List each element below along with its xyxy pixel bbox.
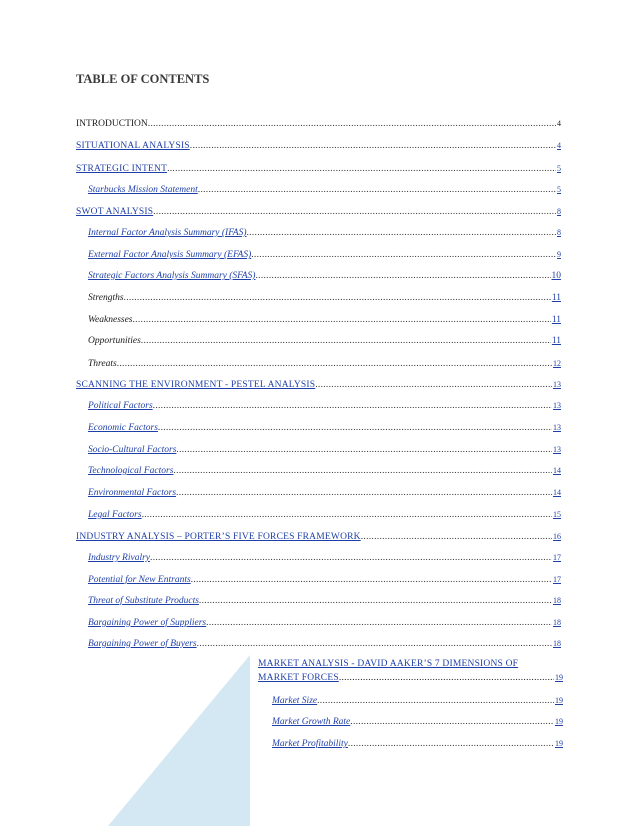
toc-entry-label: Political Factors [88,401,153,411]
toc-entry-label: SCANNING THE ENVIRONMENT - PESTEL ANALYSIS [76,380,316,390]
toc-entry-sfas[interactable] [88,270,561,283]
toc-entry-label-line1: MARKET ANALYSIS - DAVID AAKER’S 7 DIMENSIONS OF [258,659,519,669]
toc-entry-label: SWOT ANALYSIS [76,207,154,217]
toc-entry-label: Technological Factors [88,466,174,476]
toc-entry-label: Market Size [272,696,318,706]
toc-entry-page: 13 [553,423,561,432]
toc-entry-ifas[interactable] [88,226,561,239]
toc-entry-strengths[interactable] [88,292,561,305]
toc-entry-page: 12 [553,359,561,368]
toc-entry-opportunities[interactable] [88,335,561,348]
toc-entry-label: INDUSTRY ANALYSIS – PORTER’S FIVE FORCES FRAMEWORK [76,532,361,542]
toc-entry-label: SITUATIONAL ANALYSIS [76,141,190,151]
toc-entry-market-analysis[interactable] [258,657,563,685]
toc-entry-label: STRATEGIC INTENT [76,164,168,174]
toc-entry-page: 4 [557,141,561,150]
toc-entry-porters-five-forces[interactable] [76,530,561,543]
toc-entry-page: 16 [553,532,561,541]
toc-entry-market-growth-rate[interactable] [272,715,563,728]
toc-entry-efas[interactable] [88,248,561,261]
toc-entry-label-line2: MARKET FORCES [258,673,339,683]
toc-entry-page: 17 [553,575,561,584]
toc-entry-page: 17 [553,553,561,562]
toc-entry-swot-analysis[interactable] [76,205,561,218]
toc-entry-introduction[interactable] [76,117,561,130]
toc-entry-label: Bargaining Power of Suppliers [88,618,207,628]
toc-entry-market-profitability[interactable] [272,737,563,750]
toc-entry-label: Environmental Factors [88,488,177,498]
toc-entry-page: 13 [553,445,561,454]
toc-entry-buyer-power[interactable] [88,637,561,650]
toc-entry-pestel-analysis[interactable] [76,378,561,391]
toc-entry-page: 15 [553,510,561,519]
toc-entry-legal-factors[interactable] [88,508,561,521]
toc-entry-label: Bargaining Power of Buyers [88,639,197,649]
toc-entry-starbucks-mission-statement[interactable] [88,183,561,196]
toc-entry-page: 4 [557,119,561,128]
toc-entry-label: Starbucks Mission Statement [88,185,198,195]
decorative-triangle [108,655,250,826]
toc-entry-industry-rivalry[interactable] [88,551,561,564]
toc-entry-page: 19 [555,717,563,726]
toc-entry-page: 19 [555,696,563,705]
toc-entry-label: Threats [88,359,117,369]
toc-entry-label: Opportunities [88,336,141,346]
toc-entry-page: 8 [557,207,561,216]
toc-entry-page: 18 [553,618,561,627]
toc-heading: TABLE OF CONTENTS [76,72,210,86]
toc-entry-market-size[interactable] [272,694,563,707]
toc-entry-label: Threat of Substitute Products [88,596,199,606]
toc-entry-political-factors[interactable] [88,399,561,412]
toc-entry-label: Economic Factors [88,423,158,433]
toc-entry-page: 13 [553,401,561,410]
toc-entry-page: 8 [557,228,561,237]
toc-entry-page: 10 [551,271,561,281]
toc-entry-page: 11 [551,336,561,346]
toc-entry-label: Market Profitability [272,739,348,749]
toc-entry-label: Industry Rivalry [88,553,151,563]
toc-entry-label: Legal Factors [88,510,142,520]
toc-entry-page: 14 [553,488,561,497]
toc-entry-label: Internal Factor Analysis Summary (IFAS) [88,228,247,238]
toc-entry-label: External Factor Analysis Summary (EFAS) [88,250,252,260]
toc-entry-environmental-factors[interactable] [88,486,561,499]
toc-entry-label: Strengths [88,293,124,303]
toc-entry-page: 18 [553,596,561,605]
toc-entry-page: 19 [555,673,563,682]
toc-entry-label: Strategic Factors Analysis Summary (SFAS) [88,271,256,281]
toc-entry-page: 5 [557,164,561,173]
toc-entry-label: INTRODUCTION [76,119,148,129]
toc-entry-page: 19 [555,739,563,748]
toc-entry-new-entrants[interactable] [88,573,561,586]
toc-entry-situational-analysis[interactable] [76,139,561,152]
toc-entry-supplier-power[interactable] [88,616,561,629]
toc-entry-page: 5 [557,185,561,194]
toc-entry-page: 11 [551,293,561,303]
toc-entry-substitute-products[interactable] [88,594,561,607]
toc-entry-economic-factors[interactable] [88,421,561,434]
toc-entry-weaknesses[interactable] [88,314,561,327]
toc-entry-label: Potential for New Entrants [88,575,191,585]
toc-entry-label: Weaknesses [88,315,133,325]
toc-entry-socio-cultural-factors[interactable] [88,443,561,456]
toc-entry-page: 11 [551,315,561,325]
toc-entry-strategic-intent[interactable] [76,162,561,175]
toc-entry-threats[interactable] [88,357,561,370]
toc-entry-label: Market Growth Rate [272,717,351,727]
toc-entry-label: Socio-Cultural Factors [88,445,177,455]
toc-entry-page: 14 [553,466,561,475]
toc-entry-page: 9 [557,250,561,259]
toc-entry-page: 13 [553,380,561,389]
toc-entry-technological-factors[interactable] [88,464,561,477]
toc-entry-page: 18 [553,639,561,648]
